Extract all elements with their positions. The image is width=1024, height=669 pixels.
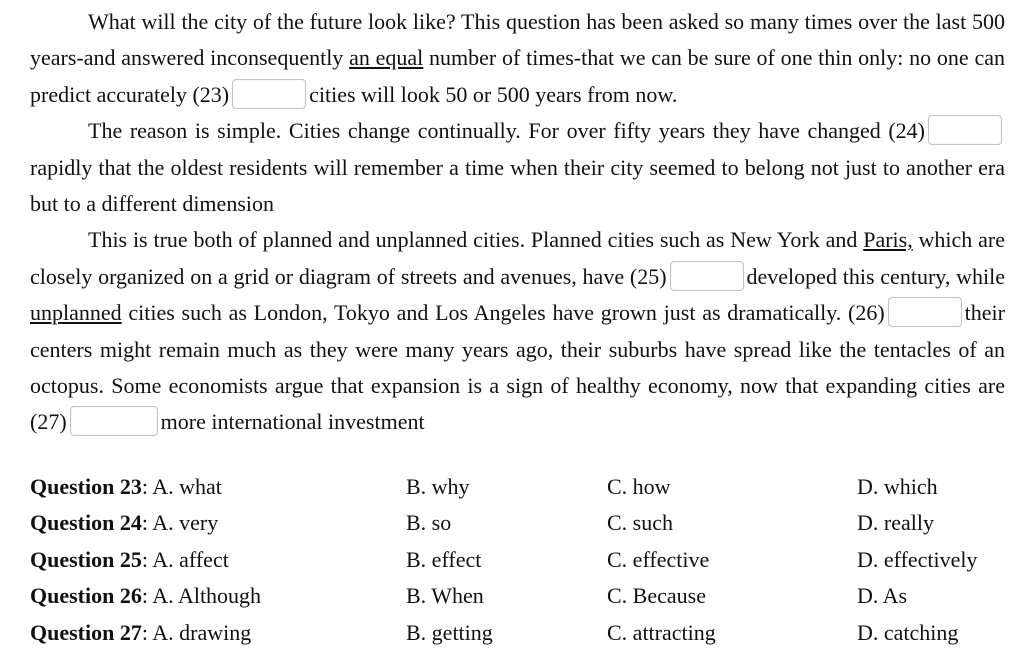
answer-blank-24[interactable]	[928, 115, 1002, 145]
option-b[interactable]: B. getting	[406, 619, 493, 645]
option-c[interactable]: C. attracting	[607, 619, 716, 645]
option-d[interactable]: D. effectively	[857, 546, 978, 572]
p1-text-c: cities will look 50 or 500 years from now.	[309, 81, 678, 107]
question-row-27	[30, 620, 1005, 656]
question-row-24	[30, 510, 1005, 546]
option-c[interactable]: C. such	[607, 510, 673, 536]
option-a[interactable]: A. very	[152, 510, 219, 536]
p1-underlined-text: an equal	[349, 45, 424, 71]
option-b[interactable]: B. When	[406, 583, 484, 609]
p3-text-b: which are closely organized on a grid or diagram of streets and avenues, have (25)	[30, 227, 1005, 289]
question-row-26	[30, 583, 1005, 619]
question-26: Question 26: A. Although	[30, 583, 262, 609]
p2-text-b: rapidly that the oldest residents will remember a time when their city seemed to belong not just to another era but to a different dimension	[30, 154, 1005, 217]
option-d[interactable]: D. As	[857, 583, 908, 609]
option-a[interactable]: A. Although	[152, 583, 262, 609]
option-d[interactable]: D. really	[857, 510, 934, 536]
p3-text-e: their centers might remain much as they were many years ago, their suburbs have spread like the tentacles of an octopus. Some economists argue that expansion is a sign of healthy economy, now that expanding cities are (27)	[30, 300, 1005, 435]
p3-text-a: This is true both of planned and unplanned cities. Planned cities such as New York and	[88, 227, 864, 253]
option-a[interactable]: A. what	[152, 474, 222, 499]
p3-underlined-unplanned: unplanned	[30, 300, 122, 326]
paragraph-3	[30, 222, 1005, 440]
question-list	[30, 474, 1005, 656]
question-27: Question 27: A. drawing	[30, 619, 252, 645]
p3-text-d: cities such as London, Tokyo and Los Angeles have grown just as dramatically. (26)	[121, 300, 885, 326]
option-c[interactable]: C. Because	[607, 583, 706, 609]
option-c[interactable]: C. how	[607, 474, 671, 499]
option-a[interactable]: A. drawing	[152, 619, 252, 645]
p2-text-a: The reason is simple. Cities change continually. For over fifty years they have changed (24)	[88, 118, 925, 144]
option-c[interactable]: C. effective	[607, 546, 710, 572]
paragraph-2	[30, 113, 1005, 222]
paragraph-1	[30, 4, 1005, 113]
answer-blank-26[interactable]	[888, 297, 962, 327]
answer-blank-27[interactable]	[70, 406, 158, 436]
option-a[interactable]: A. affect	[152, 546, 229, 572]
question-row-25	[30, 547, 1005, 583]
reading-passage	[30, 4, 1005, 441]
answer-blank-25[interactable]	[670, 261, 744, 291]
option-b[interactable]: B. effect	[406, 546, 482, 572]
p3-text-f: more international investment	[160, 409, 425, 435]
question-label: Question 24	[30, 510, 142, 536]
question-24: Question 24: A. very	[30, 510, 219, 536]
question-row-23	[30, 474, 1005, 510]
question-label: Question 25	[30, 546, 142, 572]
answer-blank-23[interactable]	[232, 79, 306, 109]
option-d[interactable]: D. catching	[857, 619, 959, 645]
p3-text-c: developed this century, while	[746, 263, 1005, 289]
question-label: Question 27	[30, 619, 142, 645]
question-23: Question 23: A. what	[30, 474, 222, 499]
question-25: Question 25: A. affect	[30, 546, 229, 572]
p3-underlined-paris: Paris,	[863, 227, 913, 253]
question-label: Question 23	[30, 474, 142, 499]
option-b[interactable]: B. so	[406, 510, 452, 536]
question-label: Question 26	[30, 583, 142, 609]
p1-text-b: number of times-that we can be sure of one thin only: no one can predict accurately (23)	[30, 45, 1006, 107]
option-d[interactable]: D. which	[857, 474, 938, 499]
option-b[interactable]: B. why	[406, 474, 470, 499]
p1-text-a: What will the city of the future look like? This question has been asked so many times over the last 500 years-and answered inconsequently	[30, 9, 1005, 71]
